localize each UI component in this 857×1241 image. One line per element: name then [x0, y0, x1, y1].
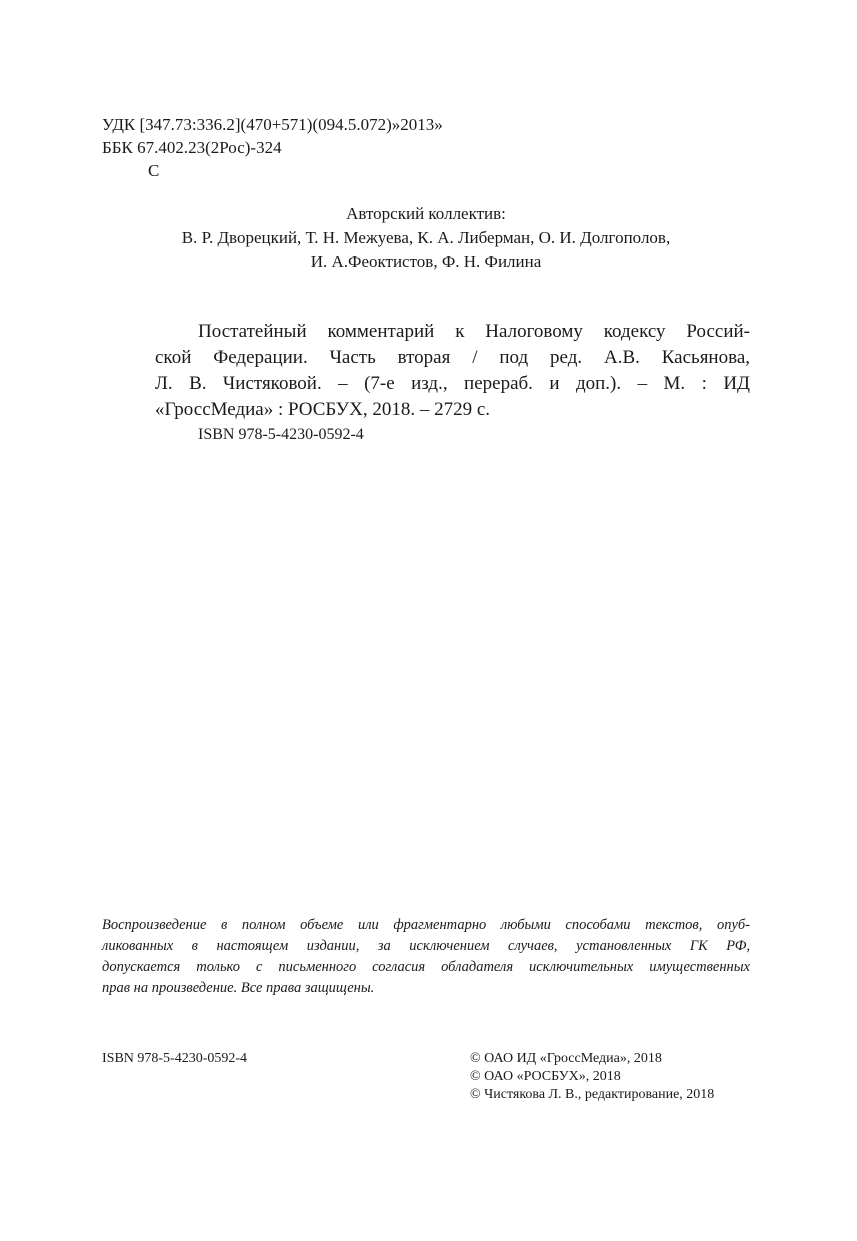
bibliographic-line: «ГроссМедиа» : РОСБУХ, 2018. – 2729 с. [155, 399, 491, 420]
copyright-line: © ОАО ИД «ГроссМедиа», 2018 [470, 1051, 662, 1066]
bibliographic-line: Л. В. Чистяковой. – (7-е изд., перераб. и доп.). – М. : ИД [155, 373, 750, 394]
bibliographic-isbn: ISBN 978-5-4230-0592-4 [198, 426, 364, 443]
footer-isbn: ISBN 978-5-4230-0592-4 [102, 1051, 248, 1066]
copyright-line: © ОАО «РОСБУХ», 2018 [470, 1069, 621, 1084]
bibliographic-line: Постатейный комментарий к Налоговому кодексу Россий- [198, 321, 750, 342]
notice-line: допускается только с письменного согласия обладателя исключительных имущественных [102, 959, 750, 975]
bibliographic-description [155, 319, 750, 447]
copyright-line: © Чистякова Л. В., редактирование, 2018 [470, 1087, 715, 1102]
authors-heading: Авторский коллектив: [346, 204, 506, 223]
copyright-list [470, 1050, 714, 1104]
notice-line: Воспроизведение в полном объеме или фрагментарно любыми способами текстов, опуб- [102, 917, 750, 933]
author-sign: С [148, 161, 160, 180]
udc-code: УДК [347.73:336.2](470+571)(094.5.072)»2013» [102, 115, 443, 134]
authors-block [100, 202, 752, 274]
notice-line: ликованных в настоящем издании, за исключением случаев, установленных ГК РФ, [102, 938, 750, 954]
bbk-code: ББК 67.402.23(2Рос)-324 [102, 138, 282, 157]
authors-line: В. Р. Дворецкий, Т. Н. Межуева, К. А. Либерман, О. И. Долгополов, [181, 228, 671, 247]
copyright-notice [102, 915, 750, 999]
authors-line: И. А.Феоктистов, Ф. Н. Филина [310, 252, 542, 271]
notice-line: прав на произведение. Все права защищены. [102, 980, 375, 996]
bibliographic-line: ской Федерации. Часть вторая / под ред. А.В. Касьянова, [155, 347, 750, 368]
classification-block [102, 113, 443, 182]
